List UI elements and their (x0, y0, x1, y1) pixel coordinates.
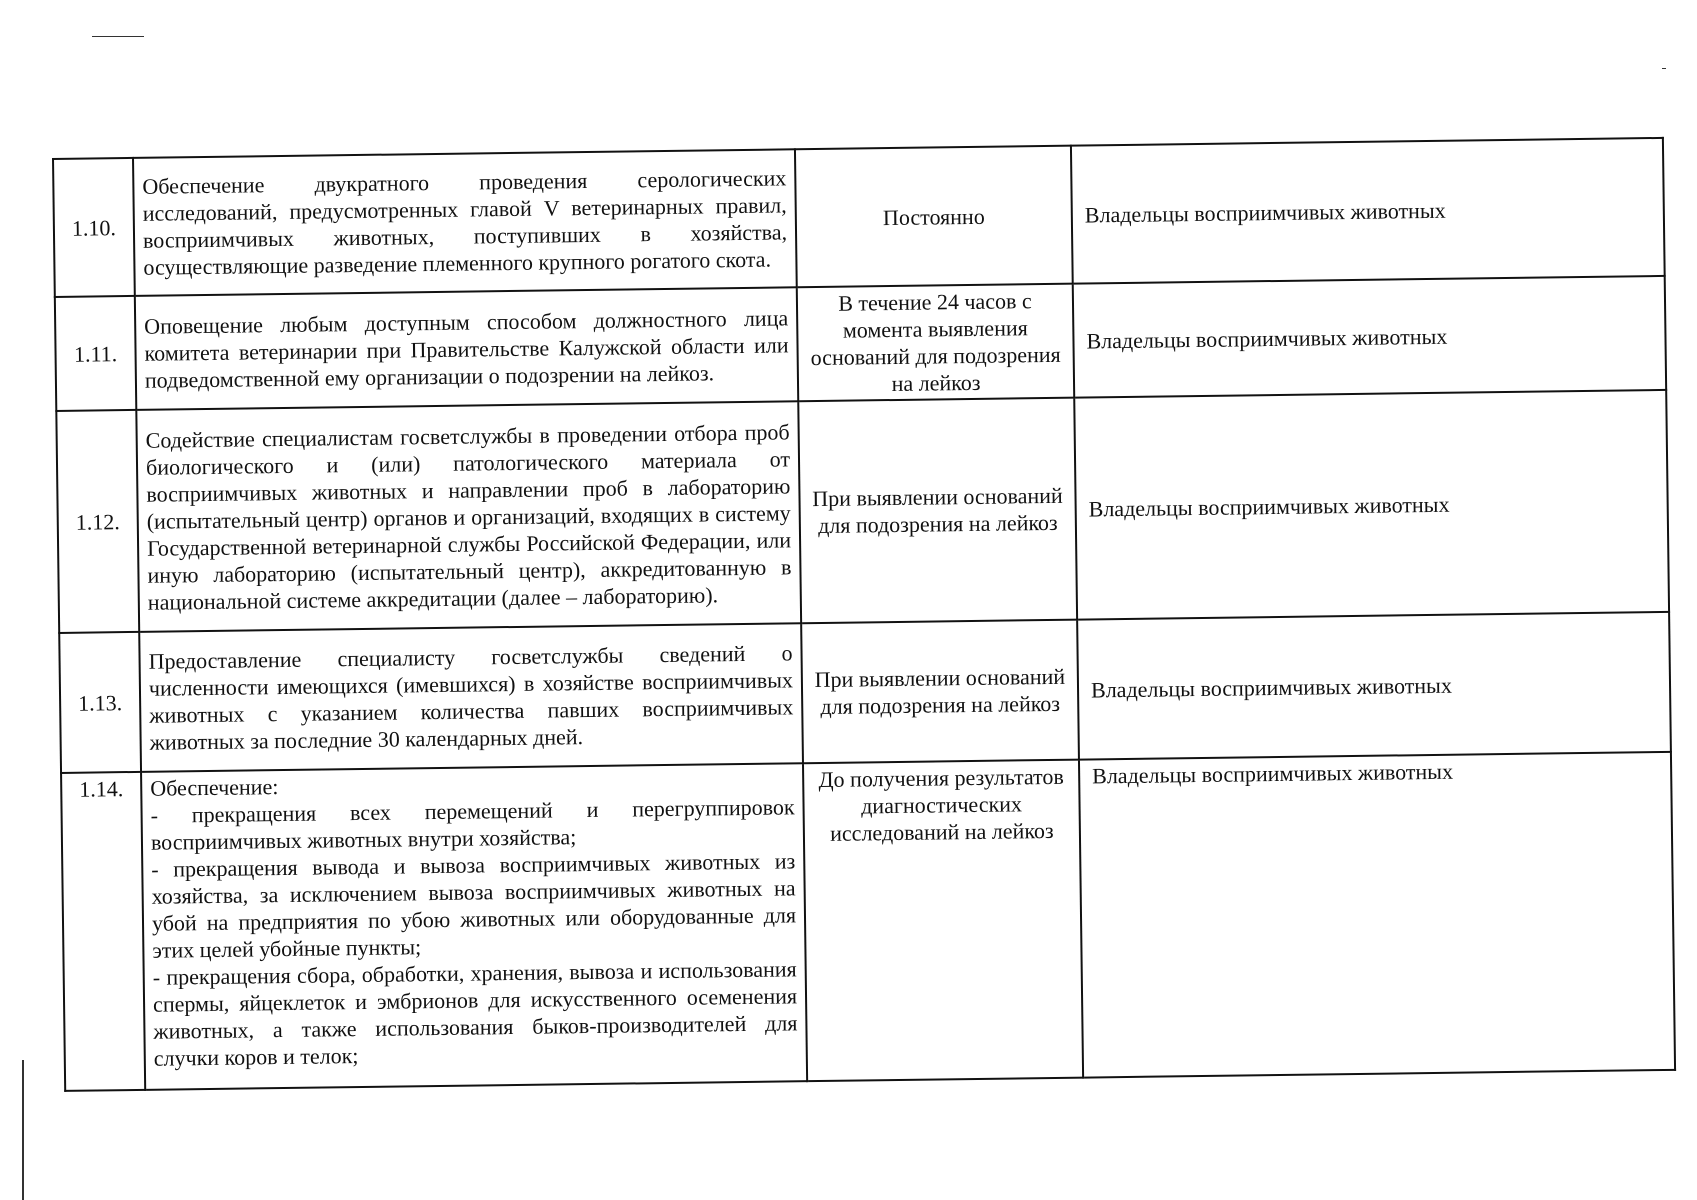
row-number: 1.13. (59, 632, 141, 773)
row-description: Предоставление специалисту госветслужбы сведений о численности имеющихся (имевшихся) в хозяйстве восприимчивых животных с указанием количества павших восприимчивых животных за последние 30 календарных дней. (139, 623, 803, 772)
row-number: 1.14. (61, 772, 145, 1091)
row-term: При выявлении оснований для подозрения на лейкоз (798, 398, 1077, 624)
description-line: Обеспечение: (150, 774, 279, 801)
scan-mark-top-right (1662, 68, 1666, 69)
row-number: 1.10. (53, 158, 135, 297)
row-term: В течение 24 часов с момента выявления оснований для подозрения на лейкоз (797, 284, 1074, 402)
row-number: 1.12. (56, 410, 139, 633)
description-line: - прекращения сбора, обработки, хранения, вывоза и использования спермы, яйцеклеток и эмбрионов для искусственного осеменения животных, а также использования быков-производителей для случки коров и телок; (152, 956, 798, 1071)
row-responsible: Владельцы восприимчивых животных (1071, 138, 1665, 284)
row-responsible: Владельцы восприимчивых животных (1077, 612, 1671, 760)
row-term: Постоянно (795, 146, 1073, 288)
description-line: - прекращения всех перемещений и перегруппировок восприимчивых животных внутри хозяйства; (150, 794, 795, 855)
description-line: - прекращения вывода и вывоза восприимчивых животных из хозяйства, за исключением вывоза восприимчивых животных на убой на предприятия по убою животных или оборудованные для этих целей убойные пункты; (151, 848, 797, 963)
row-number: 1.11. (55, 296, 136, 411)
scan-mark-left-edge (22, 1060, 24, 1200)
measures-table (52, 137, 1676, 1092)
scan-mark-top-left (92, 36, 144, 37)
row-responsible: Владельцы восприимчивых животных (1074, 390, 1669, 620)
table-row (53, 138, 1665, 297)
table-row (59, 612, 1671, 773)
row-description: Содействие специалистам госветслужбы в проведении отбора проб биологического и (или) патологического материала от восприимчивых животных и направлении проб в лабораторию (испытательный центр) органов и организаций, входящих в систему Государственной ветеринарной службы Российской Федерации, или иную лабораторию (испытательный центр), аккредитованную в национальной системе аккредитации (далее – лабораторию). (136, 401, 801, 632)
row-term: При выявлении оснований для подозрения на лейкоз (801, 620, 1079, 764)
table-row (61, 752, 1675, 1091)
row-description: Обеспечение двукратного проведения серологических исследований, предусмотренных главой V ветеринарных правил, восприимчивых животных, поступивших в хозяйства, осуществляющие разведение племенного крупного рогатого скота. (133, 149, 797, 296)
table-row (55, 276, 1666, 411)
table-row (56, 390, 1669, 633)
row-responsible: Владельцы восприимчивых животных (1079, 752, 1675, 1078)
row-description (141, 763, 807, 1090)
row-responsible: Владельцы восприимчивых животных (1073, 276, 1666, 398)
row-description: Оповещение любым доступным способом должностного лица комитета ветеринарии при Правительстве Калужской области или подведомственной ему организации о подозрении на лейкоз. (135, 287, 798, 410)
row-term: До получения результатов диагностических исследований на лейкоз (803, 760, 1083, 1082)
